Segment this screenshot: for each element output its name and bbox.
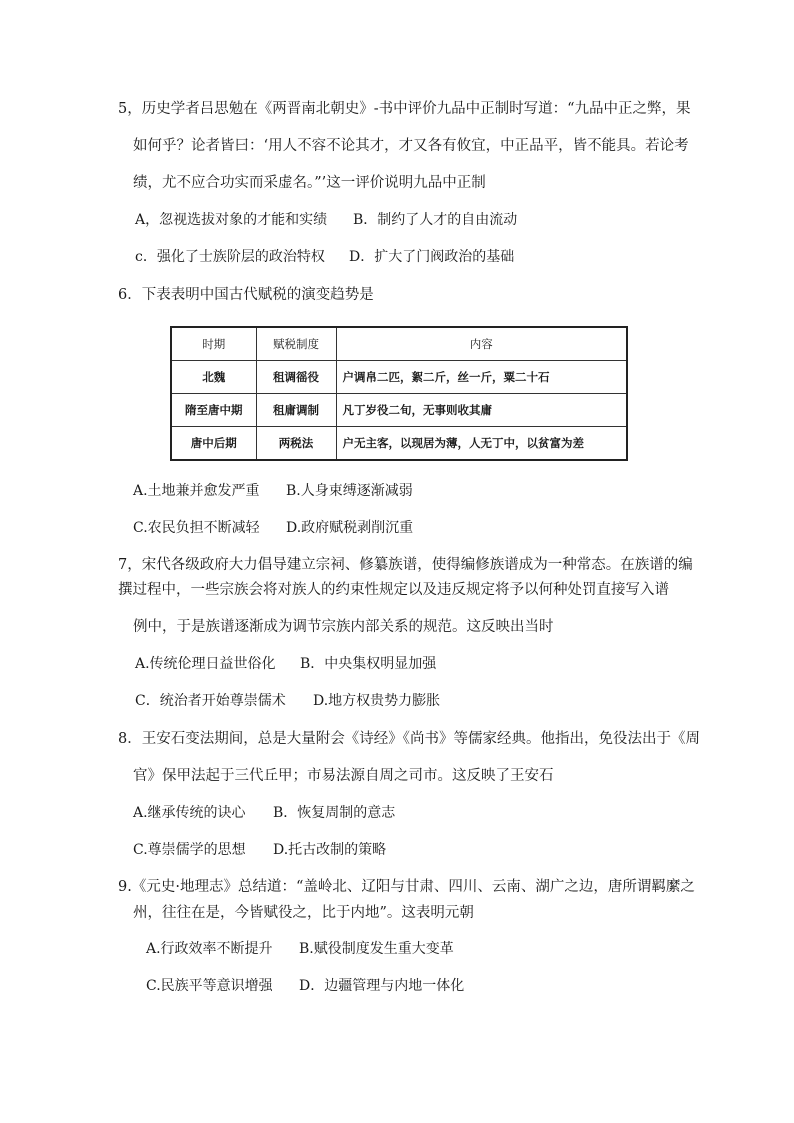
- q7-option-b[interactable]: B．中央集权明显加强: [300, 656, 437, 672]
- q8-stem-line1: 8．王安石变法期间，总是大量附会《诗经》《尚书》等儒家经典。他指出，免役法出于《周: [118, 731, 700, 747]
- q5-option-a[interactable]: A，忽视选拔对象的才能和实绩: [135, 212, 328, 228]
- q7-stem-line2: 撰过程中，一些宗族会将对族人的约束性规定以及违反规定将予以何种处罚直接写入谱: [118, 582, 669, 598]
- q7-option-d[interactable]: D.地方权贵势力膨胀: [313, 693, 441, 709]
- table-cell-period: 隋至唐中期: [171, 394, 256, 427]
- table-row: [171, 427, 627, 461]
- q5-stem-line2: 如何乎？论者皆曰：‘用人不容不论其才，才又各有攸宜，中正品平，皆不能具。若论考: [133, 138, 689, 154]
- table-cell-content: 户无主客，以现居为薄，人无丁中，以贫富为差: [336, 427, 627, 461]
- table-cell-tax-system: 两税法: [256, 427, 336, 461]
- q5-option-c[interactable]: c．强化了士族阶层的政治特权: [135, 249, 325, 265]
- table-cell-period: 唐中后期: [171, 427, 256, 461]
- table-header-period: 时期: [171, 327, 256, 361]
- q6-option-c[interactable]: C.农民负担不断减轻: [133, 520, 260, 536]
- q8-option-c[interactable]: C.尊崇儒学的思想: [133, 842, 246, 858]
- table-cell-tax-system: 租调徭役: [256, 361, 336, 394]
- q8-stem-line2: 官》保甲法起于三代丘甲；市易法源自周之司市。这反映了王安石: [133, 768, 554, 784]
- q8-option-a[interactable]: A.继承传统的诀心: [133, 805, 246, 821]
- q6-option-a[interactable]: A.土地兼并愈发严重: [133, 483, 260, 499]
- q7-option-a[interactable]: A.传统伦理日益世俗化: [135, 656, 276, 672]
- q9-option-b[interactable]: B.赋役制度发生重大变革: [299, 941, 454, 957]
- q9-option-c[interactable]: C.民族平等意识增强: [146, 978, 273, 994]
- table-cell-period: 北魏: [171, 361, 256, 394]
- table-cell-content: 凡丁岁役二旬，无事则收其庸: [336, 394, 627, 427]
- q5-option-d[interactable]: D．扩大了门阀政治的基础: [349, 249, 515, 265]
- table-cell-content: 户调帛二匹，絮二斤，丝一斤，粟二十石: [336, 361, 627, 394]
- q8-option-d[interactable]: D.托古改制的策略: [273, 842, 387, 858]
- q9-stem-line2: 州，往往在是，今皆赋役之，比于内地”。这表明元朝: [133, 905, 474, 921]
- q9-option-a[interactable]: A.行政效率不断提升: [146, 941, 273, 957]
- table-row: [171, 394, 627, 427]
- q6-option-b[interactable]: B.人身束缚逐渐减弱: [286, 483, 413, 499]
- q5-stem-line1: 5，历史学者吕思勉在《两晋南北朝史》-书中评价九品中正制时写道：“九品中正之弊，果: [118, 101, 691, 117]
- table-header-row: [171, 327, 627, 361]
- q6-option-d[interactable]: D.政府赋税剥削沉重: [286, 520, 414, 536]
- q8-option-b[interactable]: B．恢复周制的意志: [273, 805, 396, 821]
- q5-option-b[interactable]: B．制约了人才的自由流动: [353, 212, 518, 228]
- table-cell-tax-system: 租庸调制: [256, 394, 336, 427]
- tax-system-table: [170, 326, 628, 461]
- q9-stem-line1: 9.《元史·地理志》总结道：“盖岭北、辽阳与甘肃、四川、云南、湖广之边，唐所谓羁縻之: [118, 879, 695, 895]
- table-row: [171, 361, 627, 394]
- table-header-content: 内容: [336, 327, 627, 361]
- q6-stem-line1: 6．下表表明中国古代赋税的演变趋势是: [118, 287, 374, 303]
- q7-stem-line1: 7，宋代各级政府大力倡导建立宗祠、修纂族谱，使得编修族谱成为一种常态。在族谱的编: [118, 557, 693, 573]
- table-header-tax-system: 赋税制度: [256, 327, 336, 361]
- q7-stem-line3: 例中，于是族谱逐渐成为调节宗族内部关系的规范。这反映出当时: [133, 619, 554, 635]
- q9-option-d[interactable]: D．边疆管理与内地一体化: [299, 978, 465, 994]
- q5-stem-line3: 绩，尤不应合功实而采虚名。”’这一评价说明九品中正制: [133, 175, 486, 191]
- q7-option-c[interactable]: C．统治者开始尊崇儒术: [135, 693, 286, 709]
